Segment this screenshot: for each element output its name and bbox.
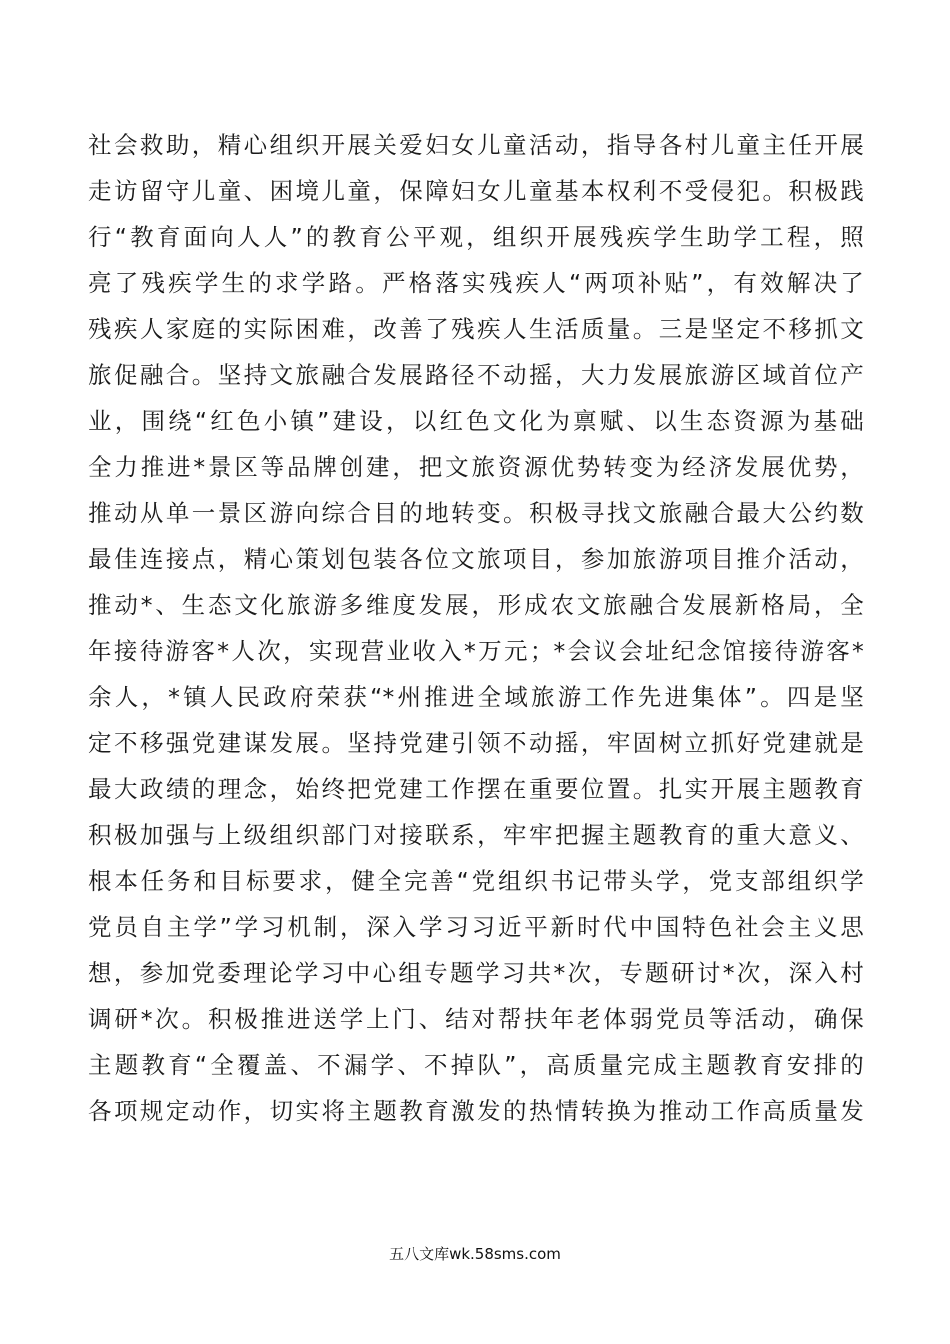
text-line: 最大政绩的理念，始终把党建工作摆在重要位置。扎实开展主题教育 — [88, 775, 864, 803]
text-line: 各项规定动作，切实将主题教育激发的热情转换为推动工作高质量发 — [88, 1097, 864, 1125]
text-line: 余人，*镇人民政府荣获“*州推进全域旅游工作先进集体”。四是坚 — [88, 683, 864, 711]
text-line: 推动从单一景区游向综合目的地转变。积极寻找文旅融合最大公约数 — [88, 499, 864, 527]
text-line: 想，参加党委理论学习中心组专题学习共*次，专题研讨*次，深入村 — [88, 959, 864, 987]
text-line: 最佳连接点，精心策划包装各位文旅项目，参加旅游项目推介活动， — [88, 545, 864, 573]
text-line: 走访留守儿童、困境儿童，保障妇女儿童基本权利不受侵犯。积极践 — [88, 177, 864, 205]
text-line: 行“教育面向人人”的教育公平观，组织开展残疾学生助学工程，照 — [88, 223, 864, 251]
text-line: 定不移强党建谋发展。坚持党建引领不动摇，牢固树立抓好党建就是 — [88, 729, 864, 757]
text-line: 全力推进*景区等品牌创建，把文旅资源优势转变为经济发展优势， — [88, 453, 864, 481]
text-line: 亮了残疾学生的求学路。严格落实残疾人“两项补贴”，有效解决了 — [88, 269, 864, 297]
text-line: 残疾人家庭的实际困难，改善了残疾人生活质量。三是坚定不移抓文 — [88, 315, 864, 343]
text-line: 积极加强与上级组织部门对接联系，牢牢把握主题教育的重大意义、 — [88, 821, 864, 849]
text-line: 推动*、生态文化旅游多维度发展，形成农文旅融合发展新格局，全 — [88, 591, 864, 619]
text-line: 旅促融合。坚持文旅融合发展路径不动摇，大力发展旅游区域首位产 — [88, 361, 864, 389]
text-line: 业，围绕“红色小镇”建设，以红色文化为禀赋、以生态资源为基础 — [88, 407, 864, 435]
text-line: 调研*次。积极推进送学上门、结对帮扶年老体弱党员等活动，确保 — [88, 1005, 864, 1033]
text-line: 年接待游客*人次，实现营业收入*万元；*会议会址纪念馆接待游客* — [88, 637, 864, 665]
footer-watermark: 五八文库wk.58sms.com — [389, 1245, 561, 1263]
text-line: 社会救助，精心组织开展关爱妇女儿童活动，指导各村儿童主任开展 — [88, 131, 864, 159]
text-line: 根本任务和目标要求，健全完善“党组织书记带头学，党支部组织学 — [88, 867, 864, 895]
body-text — [88, 122, 864, 1134]
text-line: 党员自主学”学习机制，深入学习习近平新时代中国特色社会主义思 — [88, 913, 864, 941]
text-line: 主题教育“全覆盖、不漏学、不掉队”，高质量完成主题教育安排的 — [88, 1051, 864, 1079]
